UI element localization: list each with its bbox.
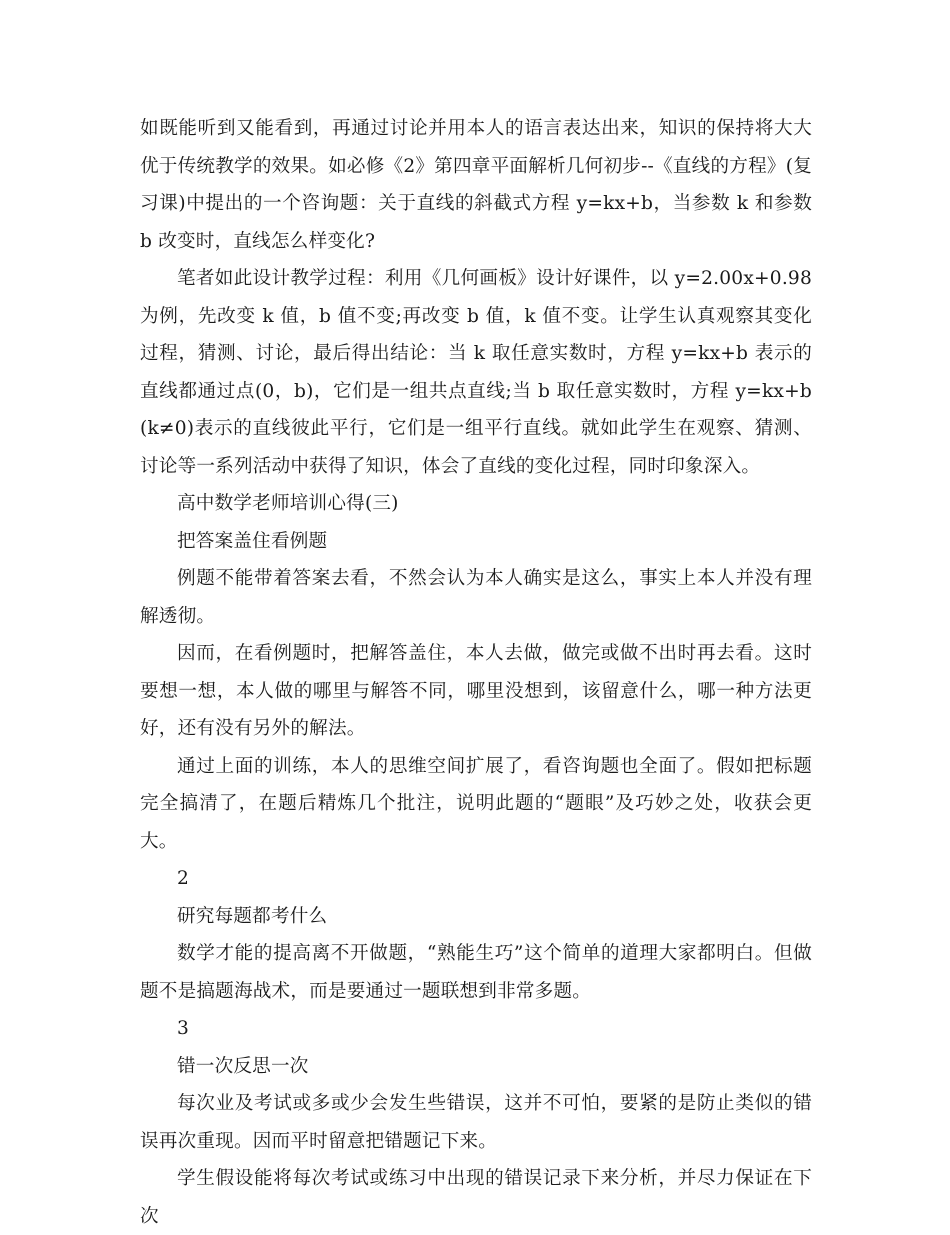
subheading-reflect-errors: 错一次反思一次 xyxy=(177,1055,309,1077)
paragraph-record-errors: 学生假设能将每次考试或练习中出现的错误记录下来分析，并尽力保证在下次 xyxy=(140,1168,812,1227)
paragraph-errors: 每次业及考试或多或少会发生些错误，这并不可怕，要紧的是防止类似的错误再次重现。因而平时留意把错题记下来。 xyxy=(140,1093,812,1152)
subheading-cover-answers: 把答案盖住看例题 xyxy=(177,530,328,552)
paragraph-training: 通过上面的训练，本人的思维空间扩展了，看咨询题也全面了。假如把标题完全搞清了，在题后精炼几个批注，说明此题的“题眼”及巧妙之处，收获会更大。 xyxy=(140,755,812,852)
section-title: 高中数学老师培训心得(三) xyxy=(177,493,399,514)
paragraph-practice: 数学才能的提高离不开做题，“熟能生巧”这个简单的道理大家都明白。但做题不是搞题海战术，而是要通过一题联想到非常多题。 xyxy=(140,943,812,1002)
section-number-2: 2 xyxy=(177,868,190,889)
document-body xyxy=(140,110,812,1235)
paragraph-continuation: 如既能听到又能看到，再通过讨论并用本人的语言表达出来，知识的保持将大大优于传统教学的效果。如必修《2》第四章平面解析几何初步--《直线的方程》(复习课)中提出的一个咨询题：关于直线的斜截式方程 y=kx+b，当参数 k 和参数 b 改变时，直线怎么样变化? xyxy=(140,118,812,252)
section-number-3: 3 xyxy=(177,1018,190,1039)
paragraph-teaching-design: 笔者如此设计教学过程：利用《几何画板》设计好课件，以 y=2.00x+0.98 为例，先改变 k 值，b 值不变;再改变 b 值，k 值不变。让学生认真观察其变化过程，猜测、讨论，最后得出结论：当 k 取任意实数时，方程 y=kx+b 表示的直线都通过点(0，b)，它们是一组共点直线;当 b 取任意实数时，方程 y=kx+b(k≠0)表示的直线彼此平行，它们是一组平行直线。就如此学生在观察、猜测、讨论等一系列活动中获得了知识，体会了直线的变化过程，同时印象深入。 xyxy=(140,268,812,477)
paragraph-examples: 例题不能带着答案去看，不然会认为本人确实是这么，事实上本人并没有理解透彻。 xyxy=(140,568,812,627)
subheading-study-questions: 研究每题都考什么 xyxy=(177,905,328,927)
paragraph-cover-solution: 因而，在看例题时，把解答盖住，本人去做，做完或做不出时再去看。这时要想一想，本人做的哪里与解答不同，哪里没想到，该留意什么，哪一种方法更好，还有没有另外的解法。 xyxy=(140,643,812,739)
